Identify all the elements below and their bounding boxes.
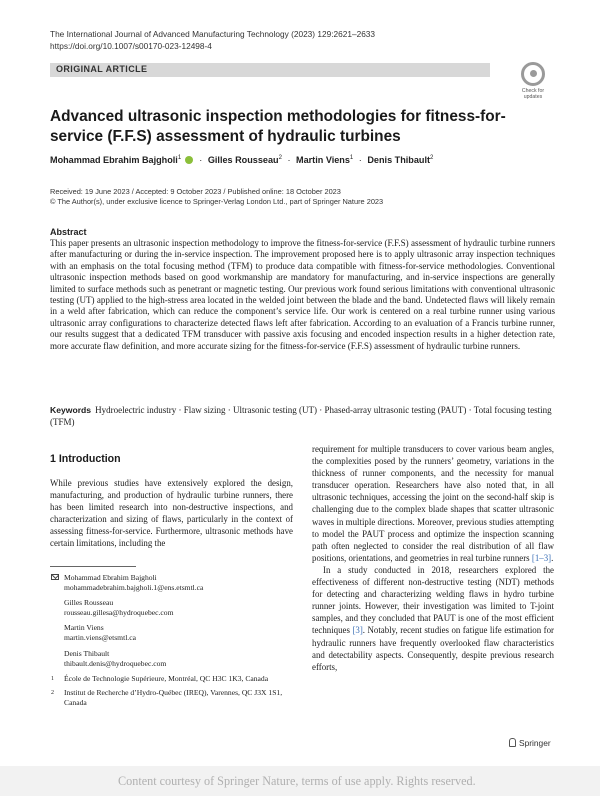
contact-name: Gilles Rousseau <box>64 598 114 608</box>
author-name[interactable]: Gilles Rousseau <box>207 155 279 166</box>
contact-email[interactable]: mohammadebrahim.bajgholi.1@ens.etsmtl.ca <box>64 583 204 593</box>
contact-entry <box>50 573 295 593</box>
author-name[interactable]: Mohammad Ebrahim Bajgholi <box>50 155 178 166</box>
check-for-updates-badge[interactable]: Check for updates <box>515 62 551 108</box>
contact-name: Martin Viens <box>64 623 104 633</box>
author-list: Mohammad Ebrahim Bajgholi$^1$ · Gilles Rousseau$^2$ · Martin Viens$^1$ · Denis Thibault$^2$ <box>50 155 434 166</box>
author-name[interactable]: Martin Viens <box>296 155 350 166</box>
journal-citation: The International Journal of Advanced Manufacturing Technology (2023) 129:2621–2633 <box>50 29 376 39</box>
journal-doi[interactable]: https://doi.org/10.1007/s00170-023-12498-4 <box>50 41 212 51</box>
publication-dates <box>50 187 550 207</box>
contact-entry <box>50 649 295 669</box>
check-updates-icon <box>521 62 545 86</box>
envelope-icon <box>51 574 59 580</box>
citation-link[interactable]: [3] <box>352 625 363 636</box>
publisher-logo: Springer <box>509 738 551 748</box>
courtesy-text: Content courtesy of Springer Nature, terms of use apply. Rights reserved. <box>118 774 476 788</box>
contact-entry <box>50 598 295 618</box>
affiliation-text: École de Technologie Supérieure, Montréal, QC H3C 1K3, Canada <box>64 673 269 683</box>
copyright-line: © The Author(s), under exclusive licence to Springer-Verlag London Ltd., part of Springer Nature 2023 <box>50 197 384 206</box>
intro-right-column <box>312 443 554 673</box>
affiliation-number: 2 <box>51 689 54 696</box>
contact-email[interactable]: thibault.denis@hydroquebec.com <box>64 658 167 668</box>
keywords-label: Keywords <box>50 405 92 415</box>
article-type-label: ORIGINAL ARTICLE <box>56 64 148 74</box>
journal-header <box>50 28 470 52</box>
keywords <box>50 404 555 428</box>
keywords-list: Hydroelectric industry · Flaw sizing · Ultrasonic testing (UT) · Phased-array ultrasonic testing (PAUT) · Total focusing testing (TFM) <box>50 405 552 427</box>
courtesy-footer <box>0 766 600 796</box>
contact-email[interactable]: martin.viens@etsmtl.ca <box>64 633 136 643</box>
affiliation-number: 1 <box>51 675 54 682</box>
abstract-text: This paper presents an ultrasonic inspection methodology to improve the fitness-for-service (F.F.S) assessment of hydraulic turbine runners after manufacturing or during the in-service inspection. The improvement proposed here is to apply ultrasonic array inspection techniques with an emphasis on the total focusing method (TFM) to produce data compatible with fitness-for-service methodologies. Conventional ultrasonic inspection methods based on good workmanship are mandatory for manufacturing, and in-service inspections are generally limited to surface methods such as penetrant or magnetic testing. Our previous work found serious limitations with conventional ultrasonic testing (UT) applied to the high-stress area located in the welded joint between the blade and the band. Undetected flaws will likely remain in a weld after fabrication, which can reduce the component’s service life. Our work is centered on a real turbine runner using various ultrasonic array configurations to characterize detected flaws left after fabrication. According to an evaluation of a Francis turbine runner, our results suggest that a dedicated TFM transducer with passive axis focusing and encoded inspection results in a higher detection rate, more accurate flaw definition, and more accurate sizing for the fitness-for-service (F.F.S) assessment of hydraulic turbine runners. <box>50 238 555 351</box>
author-contacts <box>50 573 295 712</box>
intro-left-column <box>50 477 293 550</box>
springer-horse-icon <box>509 738 516 747</box>
footnote-divider <box>50 566 136 567</box>
contact-entry <box>50 623 295 643</box>
contact-name: Mohammad Ebrahim Bajgholi <box>64 573 157 582</box>
author-name[interactable]: Denis Thibault <box>367 155 431 166</box>
history-dates: Received: 19 June 2023 / Accepted: 9 October 2023 / Published online: 18 October 2023 <box>50 187 341 196</box>
affiliation-entry <box>50 674 295 684</box>
orcid-icon[interactable] <box>185 156 193 164</box>
intro-paragraph: While previous studies have extensively explored the design, manufacturing, and production of hydraulic turbine runners, there has been limited research into non-destructive inspections, and characterization and sizing of flaws, particularly in the context of assessing fitness-for-service. Furthermore, ultrasonic methods have certain limitations, including the <box>50 478 293 549</box>
intro-paragraph: In a study conducted in 2018, researchers explored the effectiveness of different non-destructive testing (NDT) methods for detecting and characterizing welding flaws in hydro turbine runner joints. However, their investigation was limited to T-joint samples, and they concluded that PAUT is one of the most efficient techniques [3]. Notably, recent studies on fatigue life estimation for hydraulic runners have frequently overlooked flaw characteristics and detectability aspects. Consequently, despite previous research efforts, <box>312 564 555 672</box>
affiliation-entry <box>50 688 295 708</box>
contact-email[interactable]: rousseau.gillesa@hydroquebec.com <box>64 608 174 618</box>
article-type-banner <box>50 63 490 77</box>
intro-paragraph: requirement for multiple transducers to cover various beam angles, the complexities posed by the runners’ geometry, variations in the thickness of runner components, and the necessity for manual transducer operation. Researchers have also noted that, in all ultrasonic techniques, accessing the joint on the second-half skip is challenging due to the complex blade shapes that scatter ultrasonic waves in multiple directions. Moreover, previous studies attempting to model the PAUT process and optimize the inspection scanning path often neglected to consider the real distribution of all flaw positions, orientations, and geometries in real turbine runners [1–3]. <box>312 444 554 563</box>
section-heading-introduction: 1 Introduction <box>50 453 121 465</box>
abstract-heading: Abstract <box>50 227 87 237</box>
contact-name: Denis Thibault <box>64 648 110 658</box>
citation-link[interactable]: [1–3] <box>531 552 552 563</box>
affiliation-text: Institut de Recherche d’Hydro-Québec (IREQ), Varennes, QC J3X 1S1, Canada <box>64 687 283 707</box>
article-title: Advanced ultrasonic inspection methodologies for fitness-for-service (F.F.S) assessment of hydraulic turbines <box>50 108 506 145</box>
